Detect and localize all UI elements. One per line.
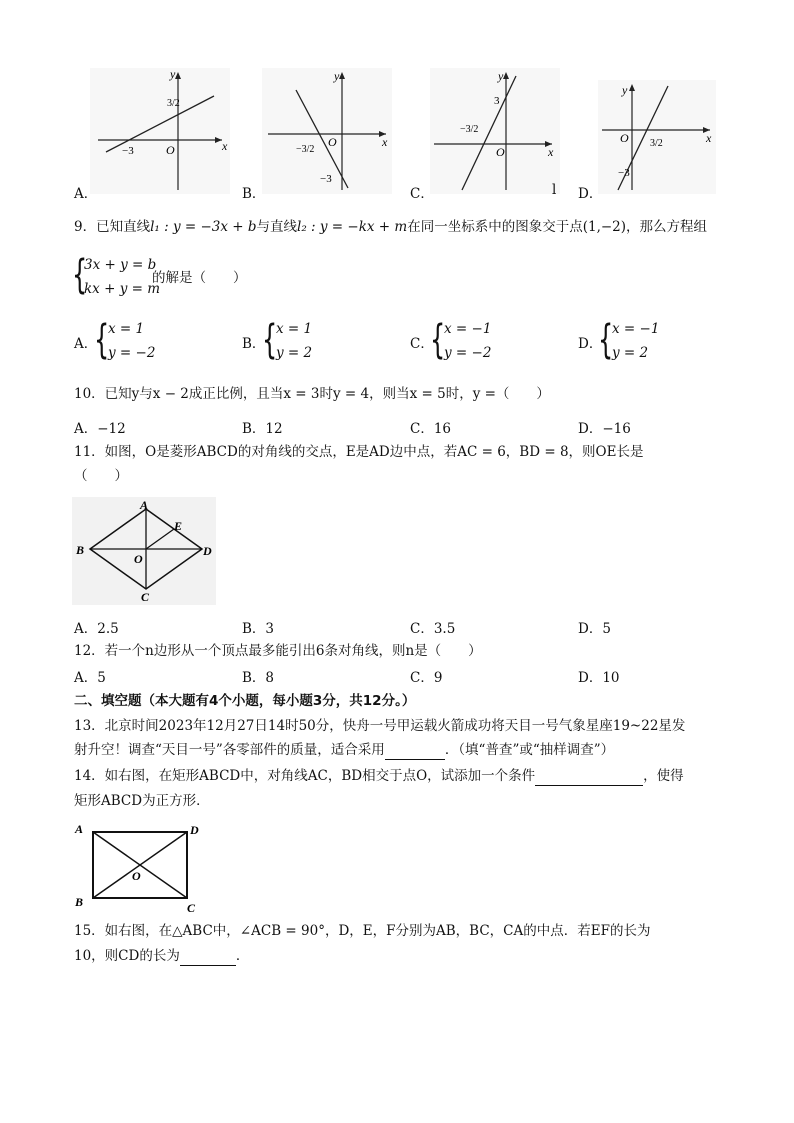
graph-b	[262, 68, 392, 194]
x-axis-label: x	[382, 135, 388, 149]
brace-icon: {	[598, 317, 614, 363]
option-label-d: D．	[578, 186, 603, 202]
q9-option-a-line2: y = −2	[108, 345, 156, 361]
graph-d	[598, 80, 716, 194]
q15-line2-a: 10，则CD的长为	[74, 948, 180, 964]
q9-option-c-line1: x = −1	[444, 321, 492, 337]
q11-option-a: A．2.5	[74, 621, 119, 637]
origin-label: O	[620, 131, 629, 145]
q14-line1-a: 14．如右图，在矩形ABCD中，对角线AC，BD相交于点O，试添加一个条件	[74, 768, 536, 784]
q9-option-c-line2: y = −2	[444, 345, 492, 361]
answer-blank[interactable]	[385, 744, 445, 760]
y-axis-label: y	[498, 69, 504, 83]
vertex-c-label: C	[141, 590, 150, 604]
q15-line1: 15．如右图，在△ABC中，∠ACB = 90°，D，E，F分别为AB，BC，CA的中点．若EF的长为	[74, 923, 651, 939]
q15-line2	[74, 946, 734, 966]
q9-option-a-line1: x = 1	[108, 321, 145, 337]
q15-line2-b: ．	[235, 948, 250, 964]
origin-label: O	[166, 143, 175, 157]
q13-line1: 13．北京时间2023年12月27日14时50分，快舟一号甲运载火箭成功将天目一号气象星座19~22星发	[74, 718, 686, 734]
q14-line1-b: ，使得	[643, 768, 684, 784]
q12-option-a: A．5	[74, 670, 106, 686]
midpoint-e-label: E	[174, 519, 183, 533]
q9-option-b-line1: x = 1	[276, 321, 313, 337]
y-axis-label: y	[334, 69, 340, 83]
q9-option-d-label: D．	[578, 336, 603, 352]
vertex-a-label: A	[75, 822, 84, 836]
intercept-mark: 3	[494, 95, 500, 107]
answer-blank[interactable]	[180, 950, 236, 966]
center-o-label: O	[132, 869, 141, 883]
intercept-mark: 3/2	[167, 98, 180, 109]
q9-stem-c: 在同一坐标系中的图象交于点(1,−2)，那么方程组	[407, 219, 708, 235]
q9-option-b-line2: y = 2	[276, 345, 313, 361]
y-axis-label: y	[170, 68, 176, 81]
q12-option-b: B．8	[242, 670, 275, 686]
q9-stem-a: 9．已知直线	[74, 219, 151, 235]
intercept-mark: −3/2	[460, 124, 479, 135]
x-axis-label: x	[548, 145, 554, 159]
vertex-c-label: C	[187, 901, 196, 914]
q10-option-d: D．−16	[578, 421, 631, 437]
stray-mark: l	[552, 182, 557, 198]
q14-line2: 矩形ABCD为正方形．	[74, 793, 210, 809]
brace-icon: {	[262, 317, 278, 363]
q13-line2	[74, 740, 734, 760]
intercept-mark: 3/2	[650, 138, 663, 149]
y-axis-label: y	[622, 83, 628, 97]
q13-line2-a: 射升空！调查“天目一号”各零部件的质量，适合采用	[74, 742, 385, 758]
vertex-d-label: D	[203, 544, 212, 558]
center-o-label: O	[134, 552, 143, 566]
q13-line2-b: ．（填“普查”或“抽样调查”）	[444, 742, 615, 758]
q11-option-b: B．3	[242, 621, 275, 637]
q9-stem	[74, 217, 734, 237]
q10-option-a: A．−12	[74, 421, 126, 437]
brace-icon: {	[72, 252, 88, 298]
intercept-mark: −3	[122, 145, 134, 157]
section-heading: 二、填空题（本大题有4个小题，每小题3分，共12分。）	[74, 693, 416, 709]
option-label-a: A．	[74, 186, 98, 202]
q12-option-d: D．10	[578, 670, 620, 686]
q10-stem: 10．已知y与x − 2成正比例，且当x = 3时y = 4，则当x = 5时，y =（ ）	[74, 386, 550, 402]
vertex-d-label: D	[190, 823, 199, 837]
q9-stem-b: 与直线	[256, 219, 298, 235]
answer-blank[interactable]	[535, 770, 643, 786]
graph-a	[90, 68, 230, 194]
rhombus-figure	[72, 497, 216, 605]
q11-option-d: D．5	[578, 621, 611, 637]
system-tail: 的解是（ ）	[152, 270, 247, 286]
q12-option-c: C．9	[410, 670, 443, 686]
q11-stem-line1: 11．如图，O是菱形ABCD的对角线的交点，E是AD边中点，若AC = 6，BD = 8，则OE长是	[74, 444, 644, 460]
q12-stem: 12．若一个n边形从一个顶点最多能引出6条对角线，则n是（ ）	[74, 643, 482, 659]
q9-option-d-line2: y = 2	[612, 345, 649, 361]
l1-equation: l₁ : y = −3x + b	[150, 219, 257, 235]
q10-option-b: B．12	[242, 421, 283, 437]
intercept-mark: −3/2	[296, 144, 315, 155]
x-axis-label: x	[222, 139, 228, 153]
q11-stem-line2: （ ）	[74, 468, 128, 484]
vertex-b-label: B	[75, 895, 84, 909]
vertex-b-label: B	[76, 543, 85, 557]
option-label-c: C．	[410, 186, 434, 202]
q9-option-a-label: A．	[74, 336, 98, 352]
origin-label: O	[496, 145, 505, 159]
q9-option-d-line1: x = −1	[612, 321, 660, 337]
l2-equation: l₂ : y = −kx + m	[297, 219, 408, 235]
q14-line1	[74, 766, 734, 786]
vertex-a-label: A	[140, 498, 149, 512]
q9-option-c-label: C．	[410, 336, 434, 352]
intercept-mark: −3	[618, 167, 630, 179]
brace-icon: {	[430, 317, 446, 363]
q9-option-b-label: B．	[242, 336, 266, 352]
intercept-mark: −3	[320, 173, 332, 185]
option-label-b: B．	[242, 186, 266, 202]
brace-icon: {	[94, 317, 110, 363]
x-axis-label: x	[706, 131, 712, 145]
q10-option-c: C．16	[410, 421, 452, 437]
origin-label: O	[328, 135, 337, 149]
graph-c	[430, 68, 560, 194]
q11-option-c: C．3.5	[410, 621, 456, 637]
system-line-1: 3x + y = b	[84, 257, 157, 273]
system-line-2: kx + y = m	[84, 281, 161, 297]
rectangle-figure	[72, 820, 208, 914]
